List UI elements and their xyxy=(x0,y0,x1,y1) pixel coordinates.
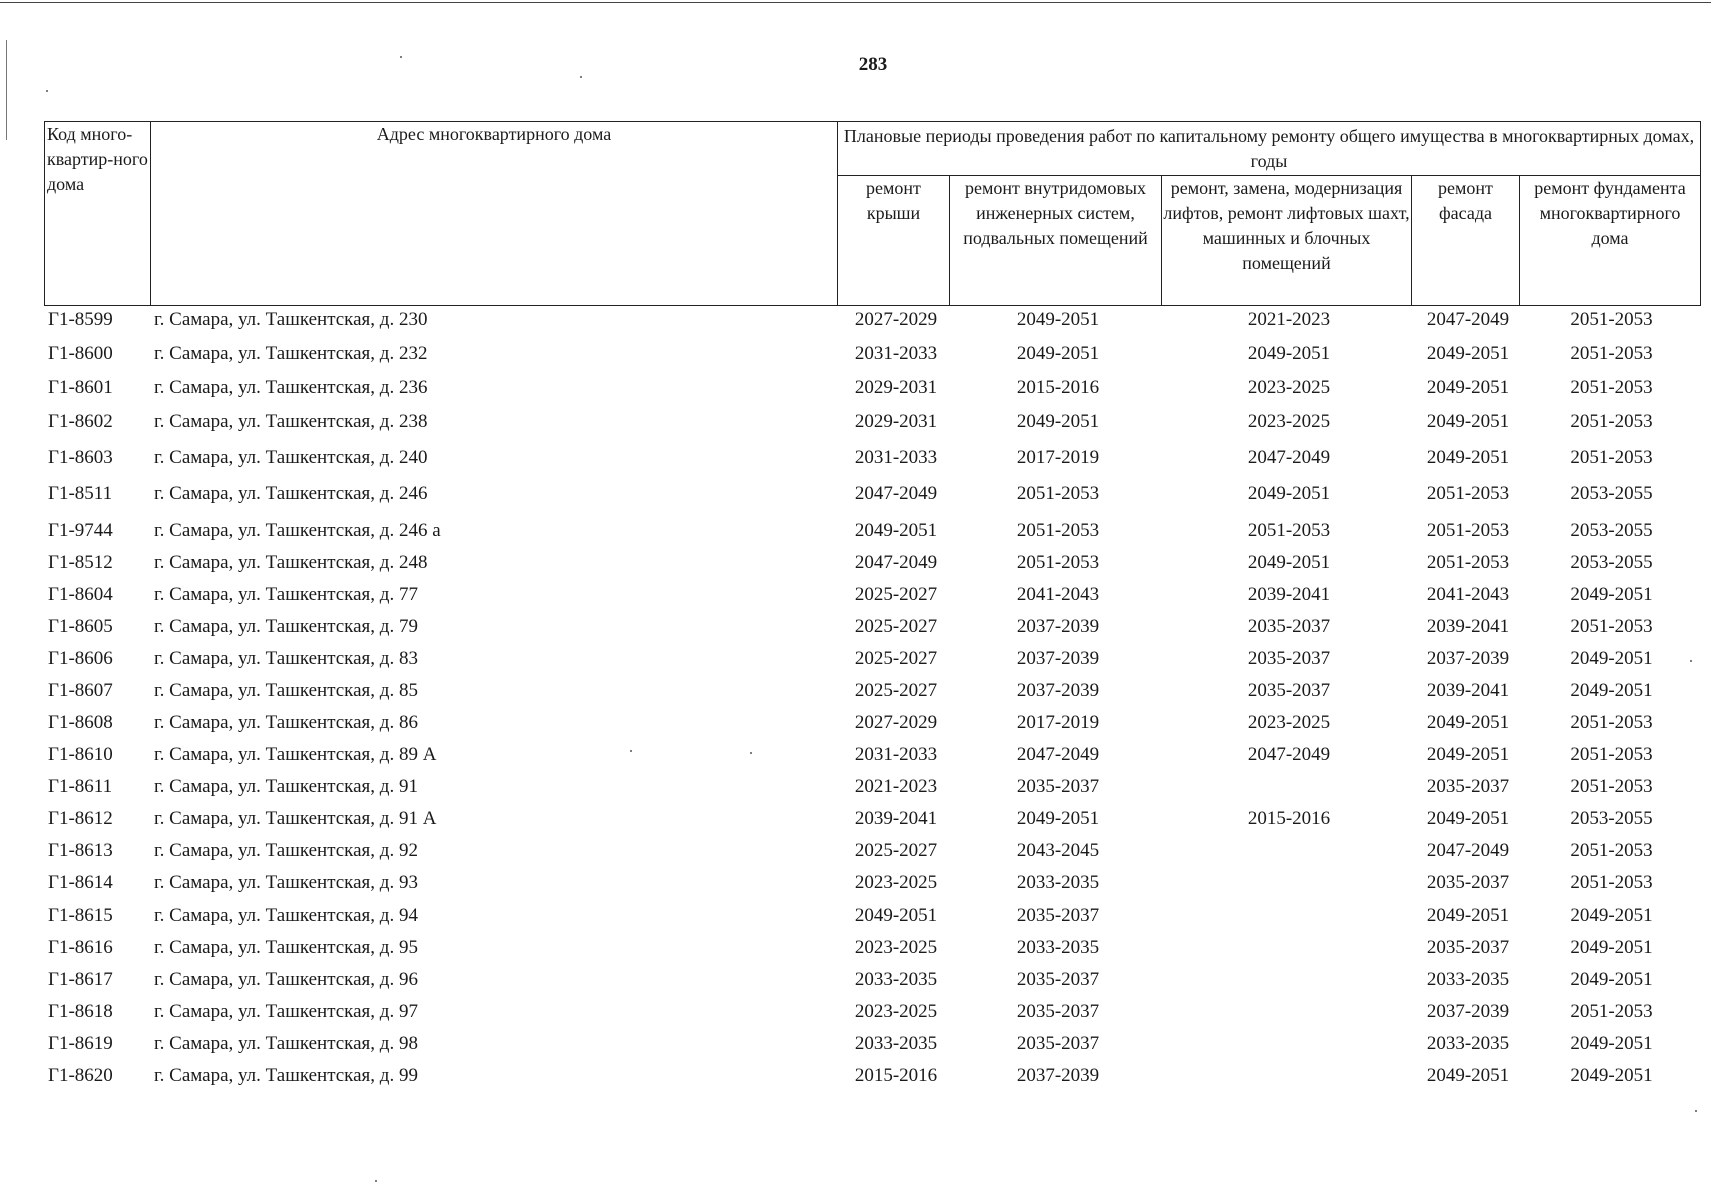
cell-facade: 2049-2051 xyxy=(1426,712,1510,733)
cell-engineering: 2049-2051 xyxy=(1016,808,1100,829)
column-header-facade: ремонт фасада xyxy=(1412,176,1520,306)
scan-speck xyxy=(580,76,582,78)
cell-roof: 2031-2033 xyxy=(854,744,938,765)
cell-address: г. Самара, ул. Ташкентская, д. 246 xyxy=(154,483,428,504)
cell-roof: 2033-2035 xyxy=(854,969,938,990)
cell-engineering: 2035-2037 xyxy=(1016,1033,1100,1054)
table-row xyxy=(44,373,1700,403)
cell-address: г. Самара, ул. Ташкентская, д. 77 xyxy=(154,584,418,605)
cell-code: Г1-8607 xyxy=(48,680,113,701)
cell-facade: 2051-2053 xyxy=(1426,483,1510,504)
table-row xyxy=(44,516,1700,546)
cell-engineering: 2043-2045 xyxy=(1016,840,1100,861)
cell-foundation: 2049-2051 xyxy=(1570,1065,1653,1086)
cell-engineering: 2037-2039 xyxy=(1016,1065,1100,1086)
cell-code: Г1-8603 xyxy=(48,447,113,468)
cell-engineering: 2035-2037 xyxy=(1016,905,1100,926)
cell-foundation: 2051-2053 xyxy=(1570,712,1653,733)
cell-facade: 2049-2051 xyxy=(1426,343,1510,364)
cell-roof: 2025-2027 xyxy=(854,840,938,861)
cell-code: Г1-8608 xyxy=(48,712,113,733)
cell-lifts: 2021-2023 xyxy=(1247,309,1331,330)
cell-address: г. Самара, ул. Ташкентская, д. 97 xyxy=(154,1001,418,1022)
cell-code: Г1-8615 xyxy=(48,905,113,926)
scan-speck xyxy=(1695,1110,1697,1112)
cell-foundation: 2049-2051 xyxy=(1570,648,1653,669)
cell-foundation: 2049-2051 xyxy=(1570,680,1653,701)
column-header-lifts: ремонт, замена, модернизация лифтов, ремонт лифтовых шахт, машинных и блочных помещений xyxy=(1162,176,1412,306)
cell-facade: 2039-2041 xyxy=(1426,616,1510,637)
cell-roof: 2031-2033 xyxy=(854,447,938,468)
cell-roof: 2025-2027 xyxy=(854,680,938,701)
cell-facade: 2049-2051 xyxy=(1426,411,1510,432)
cell-roof: 2025-2027 xyxy=(854,616,938,637)
cell-code: Г1-8611 xyxy=(48,776,113,797)
cell-lifts: 2035-2037 xyxy=(1247,616,1331,637)
cell-roof: 2049-2051 xyxy=(854,905,938,926)
cell-address: г. Самара, ул. Ташкентская, д. 232 xyxy=(154,343,428,364)
cell-facade: 2035-2037 xyxy=(1426,776,1510,797)
cell-code: Г1-8613 xyxy=(48,840,113,861)
cell-lifts: 2023-2025 xyxy=(1247,712,1331,733)
table-row xyxy=(44,933,1700,963)
cell-roof: 2047-2049 xyxy=(854,483,938,504)
cell-facade: 2047-2049 xyxy=(1426,840,1510,861)
cell-code: Г1-9744 xyxy=(48,520,113,541)
scan-speck xyxy=(46,90,48,92)
table-row xyxy=(44,479,1700,509)
cell-roof: 2023-2025 xyxy=(854,937,938,958)
cell-address: г. Самара, ул. Ташкентская, д. 93 xyxy=(154,872,418,893)
cell-address: г. Самара, ул. Ташкентская, д. 91 А xyxy=(154,808,437,829)
cell-roof: 2049-2051 xyxy=(854,520,938,541)
cell-engineering: 2051-2053 xyxy=(1016,552,1100,573)
cell-roof: 2027-2029 xyxy=(854,309,938,330)
cell-code: Г1-8614 xyxy=(48,872,113,893)
cell-foundation: 2051-2053 xyxy=(1570,776,1653,797)
cell-address: г. Самара, ул. Ташкентская, д. 91 xyxy=(154,776,418,797)
table-row xyxy=(44,804,1700,834)
table-row xyxy=(44,965,1700,995)
cell-roof: 2015-2016 xyxy=(854,1065,938,1086)
cell-engineering: 2033-2035 xyxy=(1016,872,1100,893)
cell-foundation: 2051-2053 xyxy=(1570,872,1653,893)
cell-roof: 2023-2025 xyxy=(854,1001,938,1022)
cell-roof: 2033-2035 xyxy=(854,1033,938,1054)
cell-lifts: 2049-2051 xyxy=(1247,343,1331,364)
cell-facade: 2049-2051 xyxy=(1426,808,1510,829)
table-row xyxy=(44,997,1700,1027)
cell-engineering: 2015-2016 xyxy=(1016,377,1100,398)
cell-lifts: 2015-2016 xyxy=(1247,808,1331,829)
table-row xyxy=(44,836,1700,866)
cell-lifts: 2023-2025 xyxy=(1247,411,1331,432)
table-row xyxy=(44,612,1700,642)
cell-facade: 2037-2039 xyxy=(1426,648,1510,669)
cell-engineering: 2035-2037 xyxy=(1016,969,1100,990)
cell-address: г. Самара, ул. Ташкентская, д. 236 xyxy=(154,377,428,398)
cell-facade: 2051-2053 xyxy=(1426,552,1510,573)
cell-engineering: 2017-2019 xyxy=(1016,447,1100,468)
cell-roof: 2025-2027 xyxy=(854,584,938,605)
cell-engineering: 2037-2039 xyxy=(1016,648,1100,669)
cell-code: Г1-8610 xyxy=(48,744,113,765)
column-group-header-periods: Плановые периоды проведения работ по капитальному ремонту общего имущества в многоквартирных домах, годы xyxy=(838,122,1701,176)
cell-code: Г1-8511 xyxy=(48,483,113,504)
cell-foundation: 2049-2051 xyxy=(1570,1033,1653,1054)
cell-facade: 2041-2043 xyxy=(1426,584,1510,605)
table-row xyxy=(44,868,1700,898)
cell-foundation: 2049-2051 xyxy=(1570,969,1653,990)
cell-code: Г1-8606 xyxy=(48,648,113,669)
cell-engineering: 2049-2051 xyxy=(1016,411,1100,432)
cell-engineering: 2017-2019 xyxy=(1016,712,1100,733)
cell-address: г. Самара, ул. Ташкентская, д. 248 xyxy=(154,552,428,573)
cell-address: г. Самара, ул. Ташкентская, д. 246 а xyxy=(154,520,441,541)
cell-engineering: 2033-2035 xyxy=(1016,937,1100,958)
cell-facade: 2049-2051 xyxy=(1426,377,1510,398)
cell-address: г. Самара, ул. Ташкентская, д. 96 xyxy=(154,969,418,990)
cell-roof: 2047-2049 xyxy=(854,552,938,573)
table-row xyxy=(44,407,1700,437)
cell-code: Г1-8599 xyxy=(48,309,113,330)
cell-foundation: 2051-2053 xyxy=(1570,343,1653,364)
cell-code: Г1-8604 xyxy=(48,584,113,605)
cell-facade: 2035-2037 xyxy=(1426,937,1510,958)
cell-engineering: 2049-2051 xyxy=(1016,309,1100,330)
cell-code: Г1-8605 xyxy=(48,616,113,637)
table-row xyxy=(44,443,1700,473)
cell-foundation: 2053-2055 xyxy=(1570,483,1653,504)
cell-code: Г1-8600 xyxy=(48,343,113,364)
cell-address: г. Самара, ул. Ташкентская, д. 95 xyxy=(154,937,418,958)
cell-foundation: 2051-2053 xyxy=(1570,744,1653,765)
cell-lifts: 2039-2041 xyxy=(1247,584,1331,605)
cell-foundation: 2051-2053 xyxy=(1570,377,1653,398)
column-header-roof: ремонт крыши xyxy=(838,176,950,306)
table-row xyxy=(44,708,1700,738)
cell-lifts: 2035-2037 xyxy=(1247,680,1331,701)
cell-foundation: 2049-2051 xyxy=(1570,937,1653,958)
cell-engineering: 2051-2053 xyxy=(1016,483,1100,504)
cell-foundation: 2051-2053 xyxy=(1570,1001,1653,1022)
cell-code: Г1-8619 xyxy=(48,1033,113,1054)
cell-facade: 2033-2035 xyxy=(1426,1033,1510,1054)
cell-foundation: 2051-2053 xyxy=(1570,616,1653,637)
table-row xyxy=(44,339,1700,369)
cell-lifts: 2049-2051 xyxy=(1247,483,1331,504)
cell-address: г. Самара, ул. Ташкентская, д. 79 xyxy=(154,616,418,637)
table-row xyxy=(44,580,1700,610)
cell-foundation: 2051-2053 xyxy=(1570,309,1653,330)
cell-roof: 2029-2031 xyxy=(854,377,938,398)
cell-code: Г1-8617 xyxy=(48,969,113,990)
cell-engineering: 2035-2037 xyxy=(1016,1001,1100,1022)
cell-lifts: 2047-2049 xyxy=(1247,447,1331,468)
cell-foundation: 2049-2051 xyxy=(1570,905,1653,926)
table-row xyxy=(44,548,1700,578)
cell-engineering: 2035-2037 xyxy=(1016,776,1100,797)
cell-facade: 2039-2041 xyxy=(1426,680,1510,701)
cell-roof: 2029-2031 xyxy=(854,411,938,432)
scan-speck xyxy=(375,1180,377,1182)
cell-engineering: 2051-2053 xyxy=(1016,520,1100,541)
cell-engineering: 2049-2051 xyxy=(1016,343,1100,364)
table-row xyxy=(44,1029,1700,1059)
cell-address: г. Самара, ул. Ташкентская, д. 92 xyxy=(154,840,418,861)
cell-engineering: 2037-2039 xyxy=(1016,680,1100,701)
cell-engineering: 2037-2039 xyxy=(1016,616,1100,637)
cell-roof: 2025-2027 xyxy=(854,648,938,669)
table-row xyxy=(44,1061,1700,1091)
cell-code: Г1-8616 xyxy=(48,937,113,958)
cell-facade: 2049-2051 xyxy=(1426,744,1510,765)
cell-facade: 2049-2051 xyxy=(1426,447,1510,468)
cell-roof: 2027-2029 xyxy=(854,712,938,733)
cell-lifts: 2035-2037 xyxy=(1247,648,1331,669)
cell-foundation: 2053-2055 xyxy=(1570,520,1653,541)
cell-code: Г1-8512 xyxy=(48,552,113,573)
cell-roof: 2023-2025 xyxy=(854,872,938,893)
column-header-engineering: ремонт внутридомовых инженерных систем, подвальных помещений xyxy=(950,176,1162,306)
cell-address: г. Самара, ул. Ташкентская, д. 83 xyxy=(154,648,418,669)
cell-code: Г1-8620 xyxy=(48,1065,113,1086)
cell-facade: 2049-2051 xyxy=(1426,1065,1510,1086)
column-header-foundation: ремонт фундамента многоквартирного дома xyxy=(1520,176,1701,306)
cell-facade: 2037-2039 xyxy=(1426,1001,1510,1022)
cell-facade: 2033-2035 xyxy=(1426,969,1510,990)
cell-facade: 2035-2037 xyxy=(1426,872,1510,893)
table-row xyxy=(44,772,1700,802)
cell-address: г. Самара, ул. Ташкентская, д. 94 xyxy=(154,905,418,926)
cell-address: г. Самара, ул. Ташкентская, д. 238 xyxy=(154,411,428,432)
cell-foundation: 2051-2053 xyxy=(1570,840,1653,861)
cell-address: г. Самара, ул. Ташкентская, д. 98 xyxy=(154,1033,418,1054)
cell-facade: 2051-2053 xyxy=(1426,520,1510,541)
cell-roof: 2021-2023 xyxy=(854,776,938,797)
cell-code: Г1-8602 xyxy=(48,411,113,432)
column-header-code: Код много-квартир-ного дома xyxy=(45,122,151,306)
cell-address: г. Самара, ул. Ташкентская, д. 240 xyxy=(154,447,428,468)
scan-edge-top xyxy=(0,2,1711,3)
page-number: 283 xyxy=(858,54,888,75)
table-row xyxy=(44,740,1700,770)
cell-foundation: 2053-2055 xyxy=(1570,808,1653,829)
cell-address: г. Самара, ул. Ташкентская, д. 230 xyxy=(154,309,428,330)
cell-engineering: 2041-2043 xyxy=(1016,584,1100,605)
table-row xyxy=(44,644,1700,674)
cell-address: г. Самара, ул. Ташкентская, д. 85 xyxy=(154,680,418,701)
table-header xyxy=(44,121,1701,306)
cell-foundation: 2051-2053 xyxy=(1570,411,1653,432)
cell-address: г. Самара, ул. Ташкентская, д. 99 xyxy=(154,1065,418,1086)
cell-code: Г1-8601 xyxy=(48,377,113,398)
cell-address: г. Самара, ул. Ташкентская, д. 86 xyxy=(154,712,418,733)
cell-facade: 2047-2049 xyxy=(1426,309,1510,330)
cell-lifts: 2049-2051 xyxy=(1247,552,1331,573)
cell-foundation: 2053-2055 xyxy=(1570,552,1653,573)
cell-lifts: 2051-2053 xyxy=(1247,520,1331,541)
cell-foundation: 2051-2053 xyxy=(1570,447,1653,468)
table-row xyxy=(44,676,1700,706)
cell-roof: 2039-2041 xyxy=(854,808,938,829)
cell-address: г. Самара, ул. Ташкентская, д. 89 А xyxy=(154,744,437,765)
table-row xyxy=(44,305,1700,335)
cell-code: Г1-8612 xyxy=(48,808,113,829)
cell-lifts: 2023-2025 xyxy=(1247,377,1331,398)
table-row xyxy=(44,901,1700,931)
cell-roof: 2031-2033 xyxy=(854,343,938,364)
column-header-address: Адрес многоквартирного дома xyxy=(151,122,838,306)
cell-lifts: 2047-2049 xyxy=(1247,744,1331,765)
cell-engineering: 2047-2049 xyxy=(1016,744,1100,765)
cell-foundation: 2049-2051 xyxy=(1570,584,1653,605)
cell-code: Г1-8618 xyxy=(48,1001,113,1022)
cell-facade: 2049-2051 xyxy=(1426,905,1510,926)
